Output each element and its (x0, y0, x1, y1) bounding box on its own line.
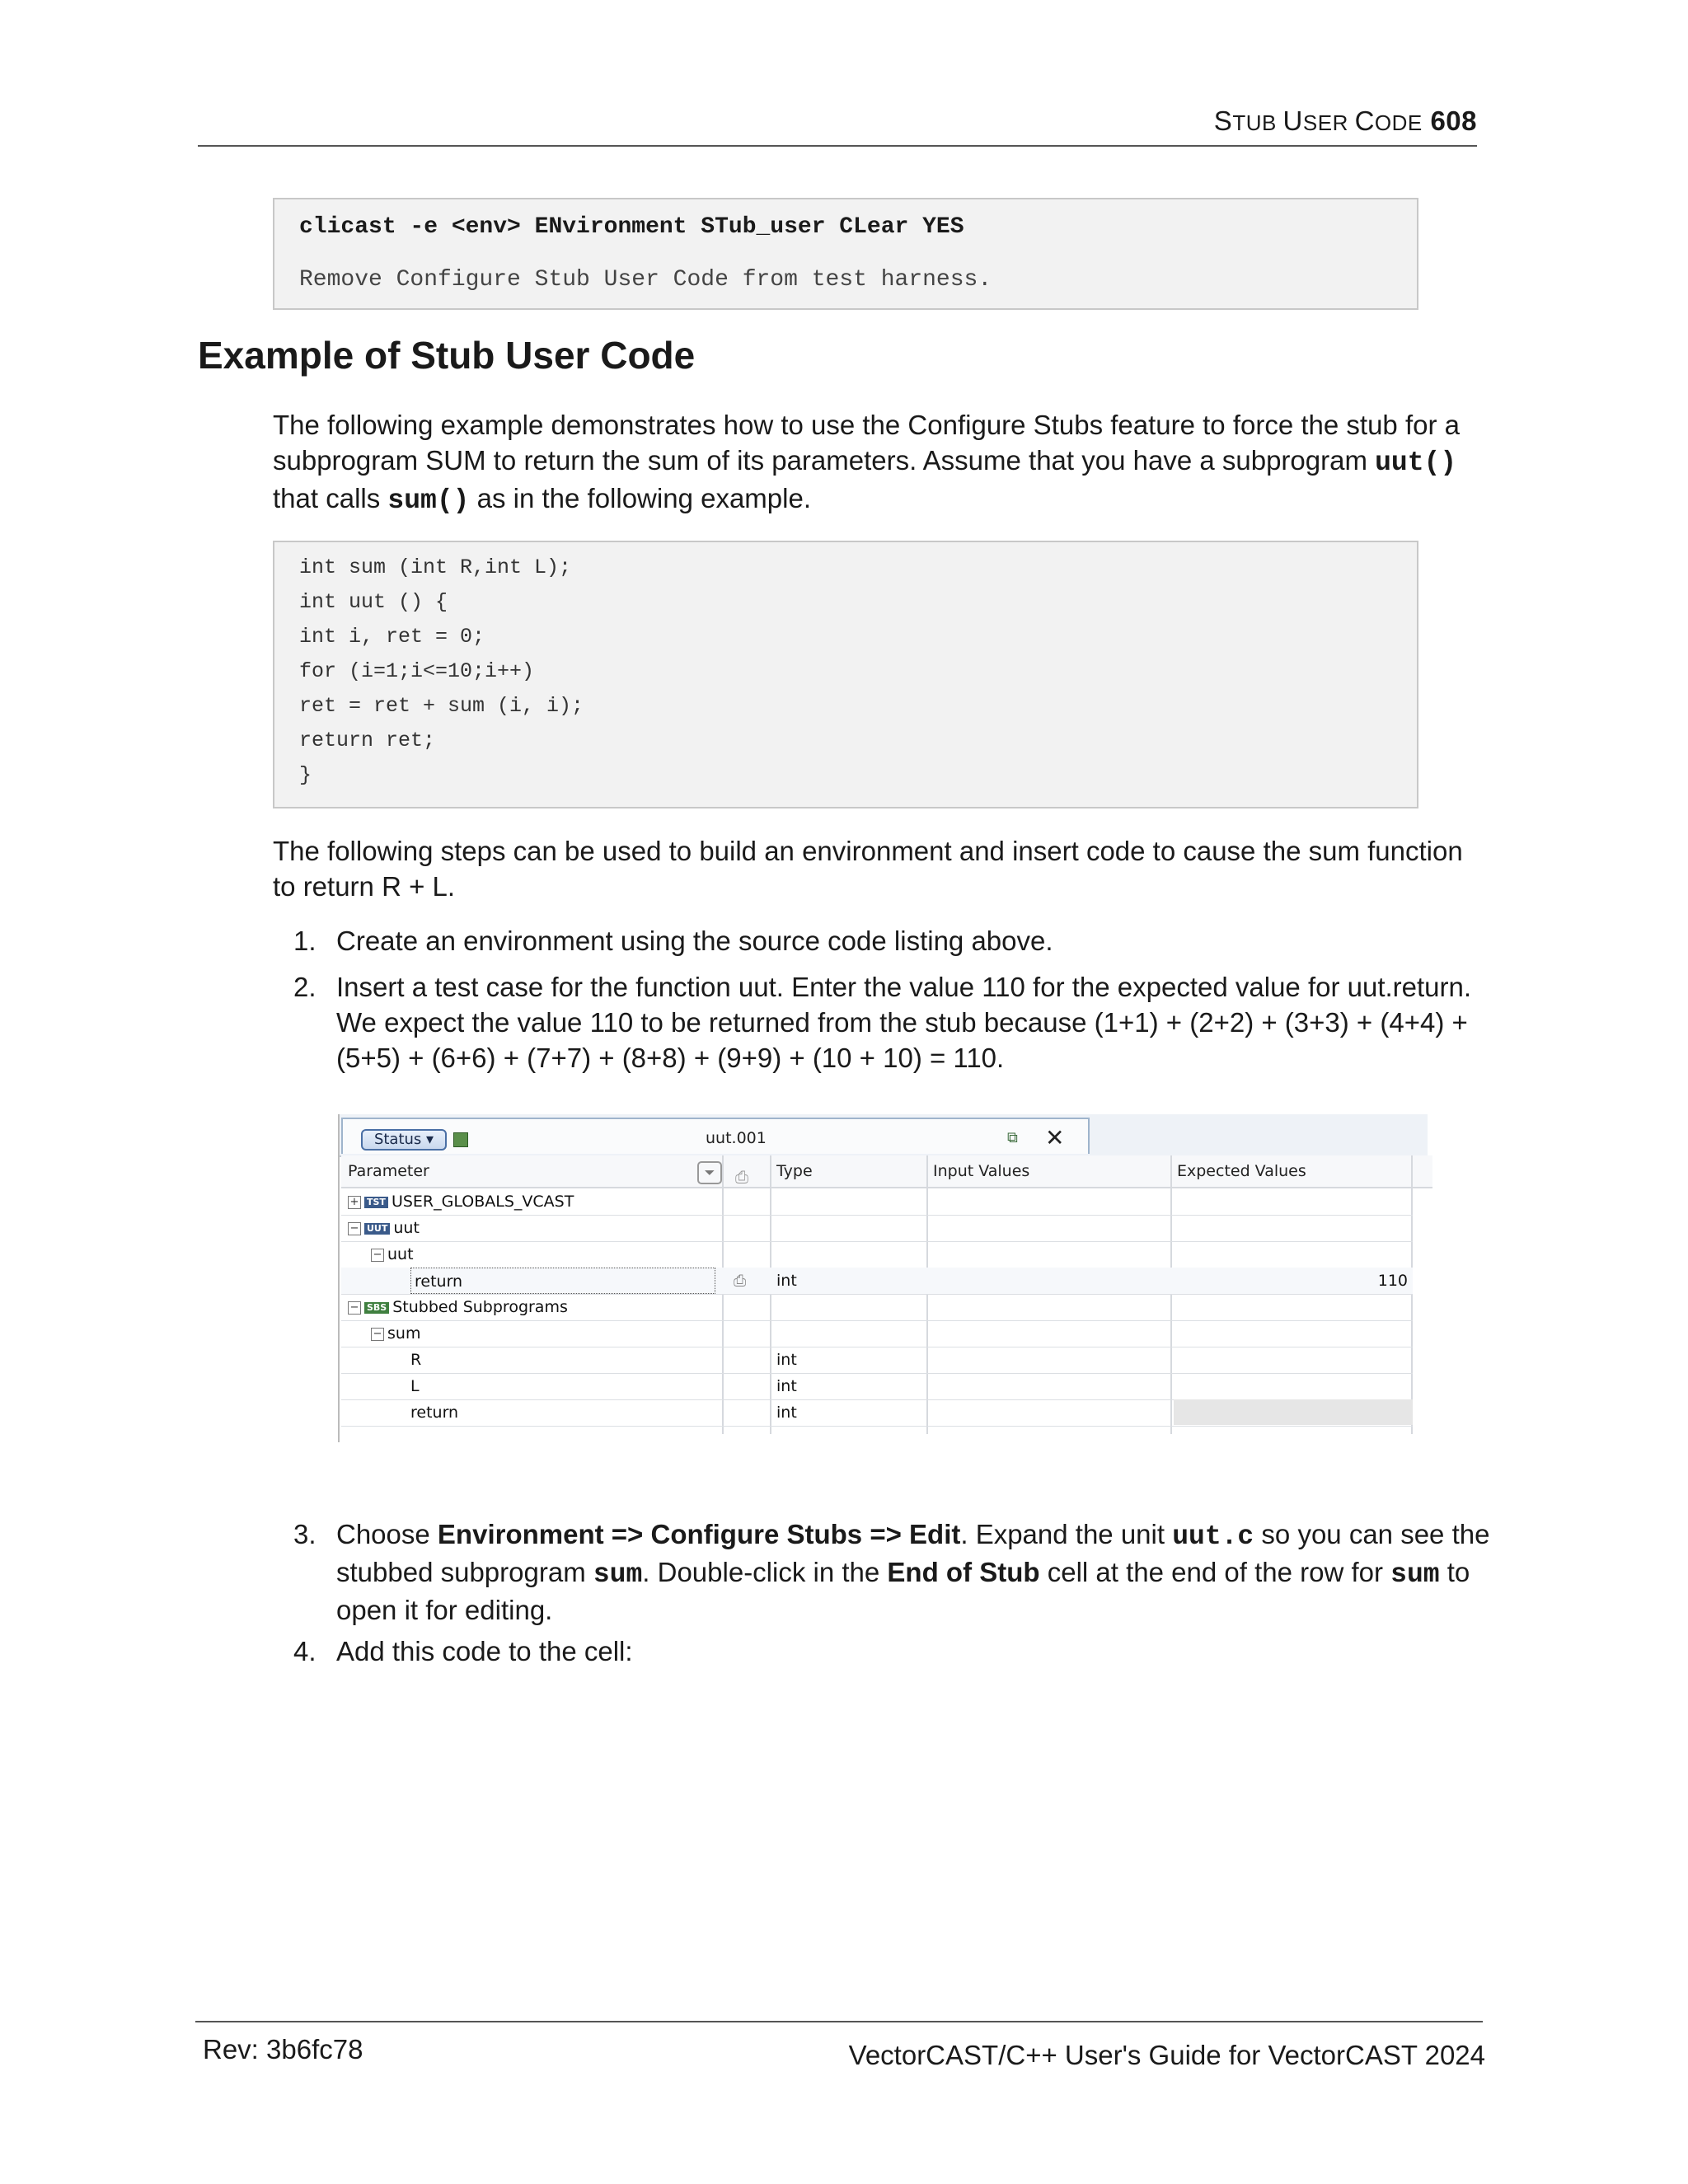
tree-row[interactable] (341, 1399, 1413, 1427)
step-text: Add this code to the cell: (336, 1636, 633, 1666)
collapse-icon[interactable]: − (348, 1222, 361, 1235)
row-label: L (410, 1377, 420, 1395)
code-line: int uut () { (299, 590, 448, 614)
row-label: return (410, 1404, 459, 1422)
footer-guide-title: VectorCAST/C++ User's Guide for VectorCAST 2024 (848, 2040, 1485, 2070)
type-cell: int (776, 1404, 797, 1422)
step-number: 3. (293, 1519, 316, 1549)
code-line: int i, ret = 0; (299, 625, 485, 649)
row-label: Stubbed Subprograms (392, 1298, 568, 1316)
menu-path: Environment => Configure Stubs => Edit (437, 1519, 961, 1549)
row-label[interactable]: return (410, 1268, 715, 1294)
header-section-title (1214, 105, 1477, 137)
intro-text-3: as in the following example. (469, 483, 811, 513)
step-text: Create an environment using the source code listing above. (336, 926, 1053, 956)
code-line: return ret; (299, 729, 436, 752)
tree-row[interactable] (341, 1347, 1413, 1374)
status-button[interactable]: Status ▾ (361, 1129, 447, 1151)
code-sum: sum (593, 1559, 643, 1590)
footer-rule (195, 2021, 1483, 2022)
footer-revision: Rev: 3b6fc78 (203, 2034, 363, 2064)
disabled-expected-cell (1174, 1399, 1413, 1425)
tab-title: uut.001 (706, 1129, 767, 1147)
intro-code-uut: uut() (1375, 448, 1457, 478)
intro-text-2: that calls (273, 483, 388, 513)
tree-row[interactable] (341, 1188, 1413, 1216)
code-sum: sum (1390, 1559, 1440, 1590)
collapse-icon[interactable]: − (371, 1328, 384, 1341)
row-label: sum (387, 1324, 421, 1343)
end-of-stub-label: End of Stub (887, 1557, 1040, 1587)
status-button-label: Status (373, 1131, 422, 1148)
column-header-input-values[interactable]: Input Values (926, 1155, 1177, 1188)
row-label: uut (387, 1245, 414, 1263)
command-description: Remove Configure Stub User Code from test harness. (299, 267, 992, 293)
intro-code-sum: sum() (387, 485, 470, 516)
code-listing (273, 541, 1418, 808)
type-cell: int (776, 1351, 797, 1369)
section-heading: Example of Stub User Code (198, 334, 696, 377)
steps-intro: The following steps can be used to build an environment and insert code to cause the sum function to return R + L. (273, 836, 1463, 902)
intro-paragraph (273, 407, 1493, 518)
intro-text-1: The following example demonstrates how to use the Configure Stubs feature to force the stub for a subprogram SUM to return the sum of its parameters. Assume that you have a subprogram (273, 410, 1460, 476)
external-window-icon[interactable]: ⧉ (1007, 1129, 1018, 1146)
code-line: for (i=1;i<=10;i++) (299, 659, 535, 683)
filter-icon[interactable]: ⏷ (697, 1161, 722, 1184)
collapse-icon[interactable]: − (371, 1249, 384, 1262)
header-u: U (1282, 105, 1303, 136)
step-number: 4. (293, 1636, 316, 1666)
column-header-label: Parameter (348, 1162, 429, 1180)
header-c: C (1354, 105, 1375, 136)
code-line: ret = ret + sum (i, i); (299, 694, 584, 718)
tree-row[interactable] (341, 1373, 1413, 1400)
row-label: USER_GLOBALS_VCAST (391, 1193, 574, 1211)
printer-icon[interactable]: ⎙ (735, 1167, 748, 1187)
step-number: 2. (293, 972, 316, 1002)
row-label: R (410, 1351, 422, 1369)
tst-badge-icon: TST (364, 1197, 388, 1208)
step-text (336, 1516, 1490, 1628)
tree-row[interactable] (341, 1241, 1413, 1268)
page-number: 608 (1430, 105, 1477, 136)
printer-icon[interactable]: ⎙ (734, 1272, 747, 1290)
type-cell: int (776, 1377, 797, 1395)
code-line: int sum (int R,int L); (299, 555, 572, 579)
step-text-part: to open it for editing. (336, 1557, 1470, 1625)
column-header-type[interactable]: Type (770, 1155, 933, 1188)
type-cell: int (776, 1272, 797, 1290)
step-text-part: so you can see the stubbed subprogram (336, 1519, 1490, 1587)
column-header-expected-values[interactable]: Expected Values (1170, 1155, 1432, 1188)
sbs-badge-icon: SBS (364, 1302, 389, 1314)
tree-row[interactable] (341, 1320, 1413, 1347)
column-header-parameter[interactable] (341, 1155, 770, 1188)
step-text-part: . Expand the unit (960, 1519, 1173, 1549)
tab-bar (340, 1114, 1428, 1157)
header-ode: ODE (1374, 110, 1423, 135)
uut-badge-icon: UUT (364, 1223, 390, 1235)
page-header (198, 105, 1477, 147)
header-ser: SER (1302, 110, 1355, 135)
step-text-part: cell at the end of the row for (1039, 1557, 1391, 1587)
header-tub: TUB (1232, 110, 1283, 135)
step-number: 1. (293, 926, 316, 956)
collapse-icon[interactable]: − (348, 1301, 361, 1315)
code-line: } (299, 763, 312, 787)
tree-row-selected[interactable] (341, 1268, 1413, 1295)
command-box (273, 198, 1418, 310)
tab-uut-001[interactable] (341, 1118, 1090, 1154)
close-icon[interactable]: ✕ (1045, 1124, 1065, 1151)
tree-row[interactable] (341, 1215, 1413, 1242)
expected-value-cell[interactable]: 110 (1377, 1272, 1408, 1290)
step-text-part: . Double-click in the (642, 1557, 888, 1587)
header-s: S (1213, 105, 1233, 136)
row-label: uut (393, 1219, 420, 1237)
save-icon[interactable] (453, 1132, 468, 1147)
parameter-grid-screenshot (338, 1114, 1428, 1442)
tree-row[interactable] (341, 1294, 1413, 1321)
step-text: Insert a test case for the function uut. Enter the value 110 for the expected value for uut.return. We expect the value 110 to be returned from the stub because (1+1) + (2+2) + (3+3) + (4+4) + (5+5) + (6+6) + (7+7) + (8+8) + (9+9) + (10 + 10) = 110. (336, 972, 1472, 1073)
command-text: clicast -e <env> ENvironment STub_user CLear YES (299, 214, 964, 240)
expand-icon[interactable]: + (348, 1196, 361, 1209)
code-uut-c: uut.c (1172, 1521, 1254, 1552)
step-text-part: Choose (336, 1519, 438, 1549)
